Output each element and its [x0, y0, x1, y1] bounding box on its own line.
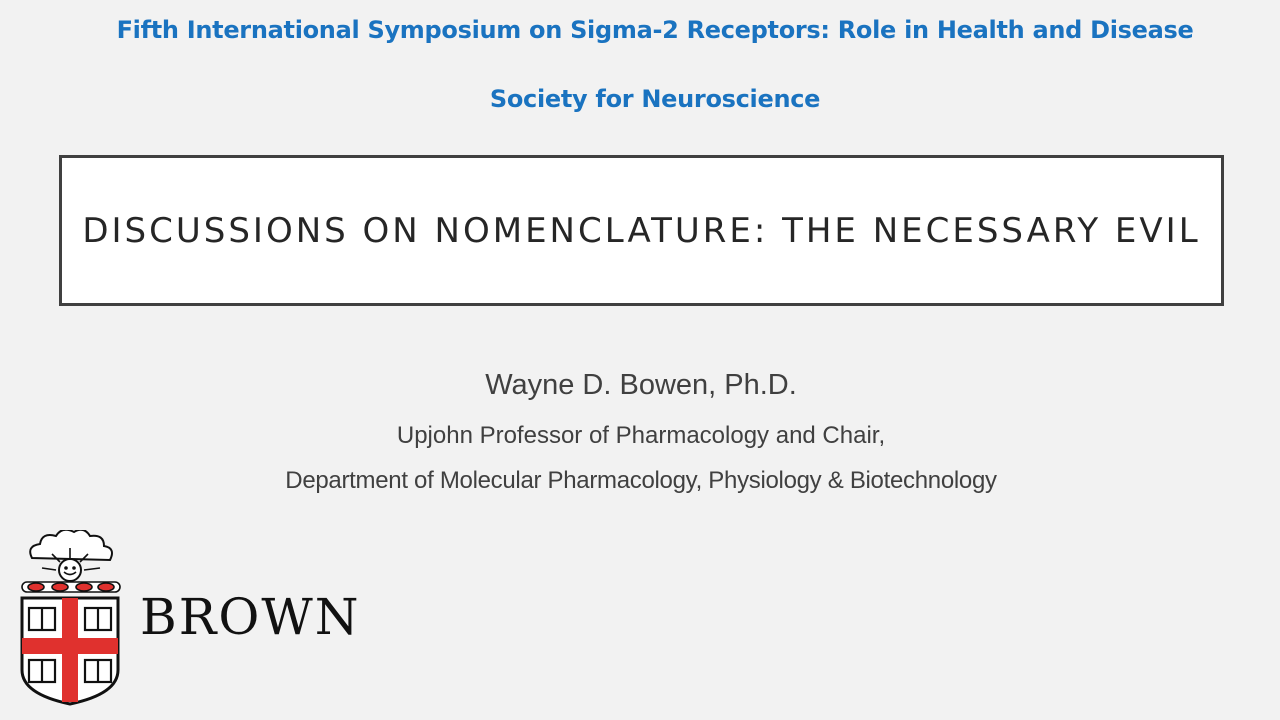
author-position: Upjohn Professor of Pharmacology and Chair, [396, 422, 886, 449]
title-box [59, 155, 1224, 306]
brown-crest-icon [18, 530, 124, 712]
brown-wordmark: BROWN [140, 588, 361, 646]
presentation-title: DISCUSSIONS ON NOMENCLATURE: THE NECESSARY EVIL [82, 210, 1201, 251]
society-name: Society for Neuroscience [489, 85, 821, 113]
author-department: Department of Molecular Pharmacology, Physiology & Biotechnology [285, 467, 997, 494]
conference-title: Fifth International Symposium on Sigma-2 Receptors: Role in Health and Disease [116, 16, 1194, 44]
author-name: Wayne D. Bowen, Ph.D. [485, 369, 797, 401]
